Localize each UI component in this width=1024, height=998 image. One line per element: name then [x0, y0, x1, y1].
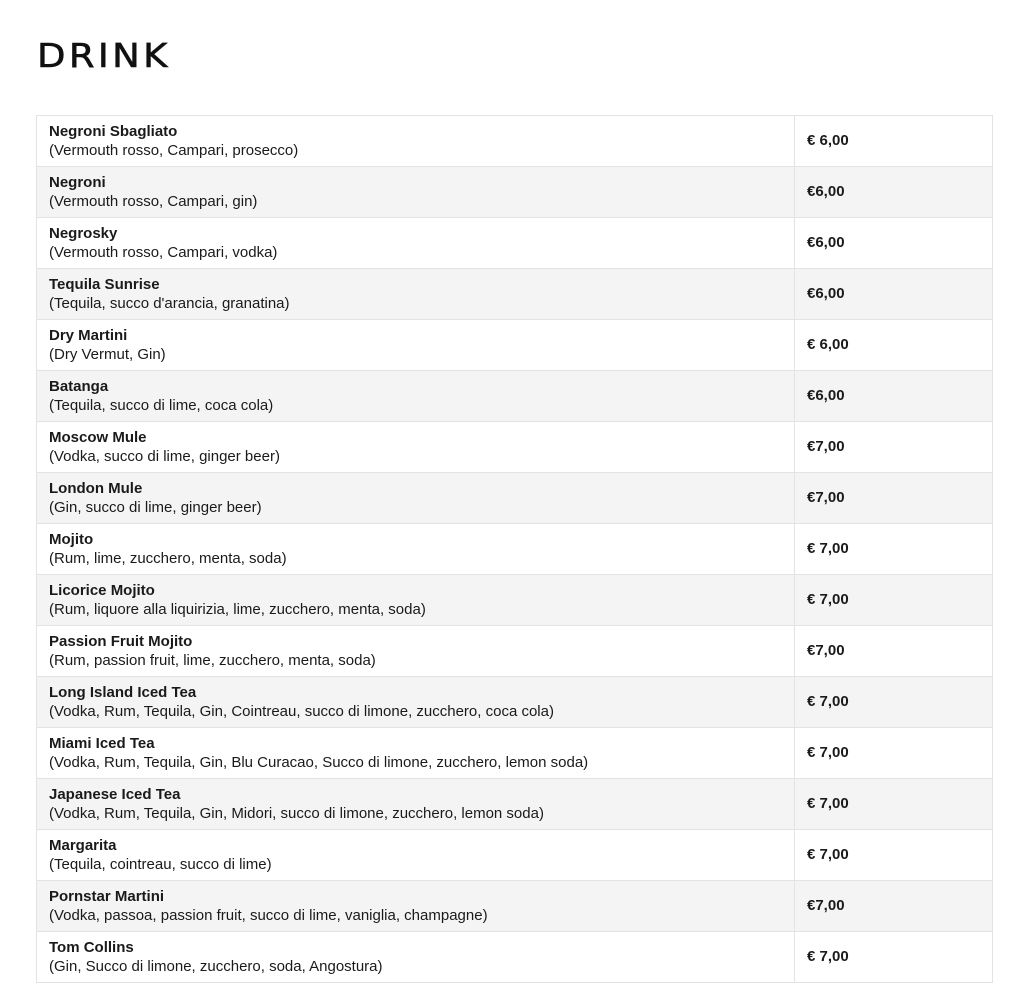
price-cell — [795, 728, 993, 779]
drink-ingredients: (Vodka, passoa, passion fruit, succo di lime, vaniglia, champagne) — [49, 906, 488, 924]
drink-ingredients: (Vodka, Rum, Tequila, Gin, Midori, succo di limone, zucchero, lemon soda) — [49, 804, 544, 822]
drink-name: Margarita — [49, 836, 117, 854]
table-row — [37, 269, 993, 320]
drink-price: €6,00 — [807, 234, 845, 251]
table-row — [37, 779, 993, 830]
price-cell — [795, 779, 993, 830]
price-cell — [795, 575, 993, 626]
drink-cell — [37, 779, 795, 830]
drink-price: € 6,00 — [807, 336, 849, 353]
drink-price: € 7,00 — [807, 693, 849, 710]
price-cell — [795, 218, 993, 269]
drink-name: Dry Martini — [49, 326, 128, 344]
drink-name: London Mule — [49, 479, 143, 497]
drink-price: € 6,00 — [807, 132, 849, 149]
drink-price: € 7,00 — [807, 795, 849, 812]
drink-ingredients: (Rum, passion fruit, lime, zucchero, menta, soda) — [49, 651, 376, 669]
price-cell — [795, 422, 993, 473]
drink-name: Negroni Sbagliato — [49, 122, 178, 140]
drink-cell — [37, 371, 795, 422]
page-title: DRINK — [37, 36, 171, 75]
drink-ingredients: (Rum, liquore alla liquirizia, lime, zucchero, menta, soda) — [49, 600, 426, 618]
drink-cell — [37, 932, 795, 983]
drink-name: Negrosky — [49, 224, 118, 242]
price-cell — [795, 677, 993, 728]
price-cell — [795, 269, 993, 320]
drink-ingredients: (Dry Vermut, Gin) — [49, 345, 166, 363]
table-row — [37, 371, 993, 422]
drink-price: €6,00 — [807, 387, 845, 404]
drink-cell — [37, 473, 795, 524]
drink-cell — [37, 677, 795, 728]
table-row — [37, 218, 993, 269]
drink-name: Moscow Mule — [49, 428, 147, 446]
drink-price: € 7,00 — [807, 540, 849, 557]
table-row — [37, 575, 993, 626]
table-row — [37, 116, 993, 167]
drink-cell — [37, 830, 795, 881]
table-row — [37, 524, 993, 575]
drink-ingredients: (Rum, lime, zucchero, menta, soda) — [49, 549, 287, 567]
drink-ingredients: (Vermouth rosso, Campari, vodka) — [49, 243, 278, 261]
price-cell — [795, 167, 993, 218]
drink-cell — [37, 728, 795, 779]
drink-price: €6,00 — [807, 183, 845, 200]
drink-name: Passion Fruit Mojito — [49, 632, 193, 650]
drink-ingredients: (Vodka, Rum, Tequila, Gin, Blu Curacao, Succo di limone, zucchero, lemon soda) — [49, 753, 589, 771]
table-row — [37, 167, 993, 218]
drink-name: Miami Iced Tea — [49, 734, 155, 752]
table-row — [37, 473, 993, 524]
table-row — [37, 677, 993, 728]
drink-cell — [37, 881, 795, 932]
table-row — [37, 932, 993, 983]
table-row — [37, 422, 993, 473]
drink-cell — [37, 575, 795, 626]
drink-name: Long Island Iced Tea — [49, 683, 197, 701]
price-cell — [795, 320, 993, 371]
drink-name: Japanese Iced Tea — [49, 785, 181, 803]
drink-ingredients: (Vermouth rosso, Campari, prosecco) — [49, 141, 299, 159]
drink-price: €7,00 — [807, 489, 845, 506]
drink-ingredients: (Tequila, cointreau, succo di lime) — [49, 855, 272, 873]
drink-ingredients: (Vermouth rosso, Campari, gin) — [49, 192, 258, 210]
drink-cell — [37, 116, 795, 167]
drink-price: €7,00 — [807, 438, 845, 455]
price-cell — [795, 830, 993, 881]
drink-price: € 7,00 — [807, 846, 849, 863]
drink-menu-body — [37, 116, 993, 983]
table-row — [37, 320, 993, 371]
drink-ingredients: (Vodka, succo di lime, ginger beer) — [49, 447, 280, 465]
drink-price: €7,00 — [807, 897, 845, 914]
drink-cell — [37, 218, 795, 269]
drink-price: €6,00 — [807, 285, 845, 302]
drink-price: € 7,00 — [807, 744, 849, 761]
drink-name: Mojito — [49, 530, 94, 548]
drink-price: €7,00 — [807, 642, 845, 659]
drink-name: Licorice Mojito — [49, 581, 155, 599]
drink-ingredients: (Gin, succo di lime, ginger beer) — [49, 498, 262, 516]
drink-name: Pornstar Martini — [49, 887, 165, 905]
table-row — [37, 626, 993, 677]
drink-name: Negroni — [49, 173, 106, 191]
drink-price: € 7,00 — [807, 591, 849, 608]
price-cell — [795, 371, 993, 422]
table-row — [37, 830, 993, 881]
drink-ingredients: (Tequila, succo d'arancia, granatina) — [49, 294, 290, 312]
drink-cell — [37, 269, 795, 320]
price-cell — [795, 932, 993, 983]
drink-cell — [37, 524, 795, 575]
drink-cell — [37, 167, 795, 218]
drink-ingredients: (Tequila, succo di lime, coca cola) — [49, 396, 274, 414]
table-row — [37, 728, 993, 779]
price-cell — [795, 881, 993, 932]
drink-cell — [37, 320, 795, 371]
drink-cell — [37, 422, 795, 473]
drink-name: Tequila Sunrise — [49, 275, 160, 293]
drink-name: Batanga — [49, 377, 109, 395]
drink-ingredients: (Gin, Succo di limone, zucchero, soda, Angostura) — [49, 957, 383, 975]
price-cell — [795, 626, 993, 677]
drink-cell — [37, 626, 795, 677]
price-cell — [795, 116, 993, 167]
price-cell — [795, 524, 993, 575]
drink-price: € 7,00 — [807, 948, 849, 965]
price-cell — [795, 473, 993, 524]
table-row — [37, 881, 993, 932]
drink-name: Tom Collins — [49, 938, 134, 956]
drink-ingredients: (Vodka, Rum, Tequila, Gin, Cointreau, succo di limone, zucchero, coca cola) — [49, 702, 554, 720]
drink-menu-table — [36, 115, 993, 983]
